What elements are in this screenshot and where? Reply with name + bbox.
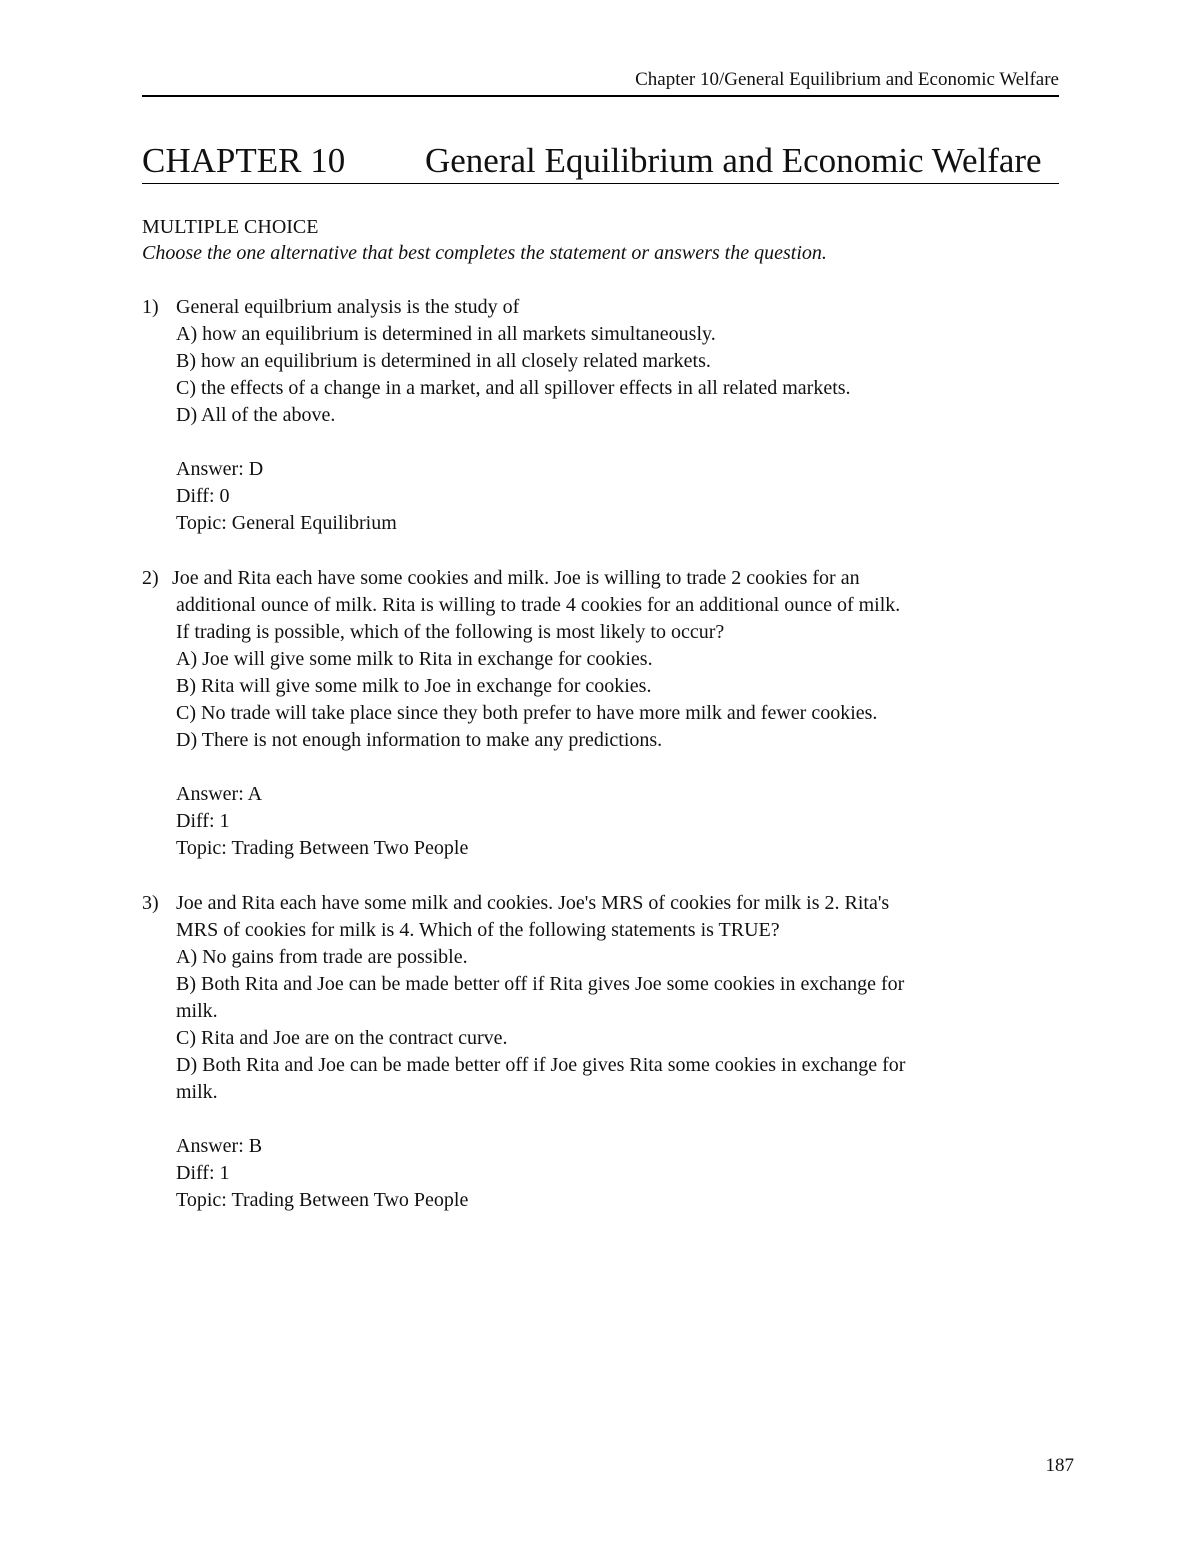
- question-stem: Joe and Rita each have some cookies and milk. Joe is willing to trade 2 cookies for an: [172, 567, 860, 589]
- answer-choice: A) how an equilibrium is determined in all markets simultaneously.: [176, 323, 716, 345]
- question-number: 1): [142, 296, 159, 318]
- answer-choice: C) No trade will take place since they both prefer to have more milk and fewer cookies.: [176, 702, 878, 724]
- question-number: 2): [142, 567, 159, 589]
- instructions: Choose the one alternative that best completes the statement or answers the question.: [142, 242, 827, 264]
- question-number: 3): [142, 892, 159, 914]
- chapter-title: [142, 140, 1042, 182]
- question-stem: additional ounce of milk. Rita is willing to trade 4 cookies for an additional ounce of milk.: [176, 594, 901, 616]
- question-stem: MRS of cookies for milk is 4. Which of the following statements is TRUE?: [176, 919, 780, 941]
- topic: Topic: General Equilibrium: [176, 512, 397, 534]
- page-number: 187: [1045, 1455, 1074, 1476]
- answer-key: Answer: A: [176, 783, 263, 805]
- answer-choice: C) Rita and Joe are on the contract curve.: [176, 1027, 508, 1049]
- answer-key: Answer: B: [176, 1135, 263, 1157]
- section-label: MULTIPLE CHOICE: [142, 216, 319, 238]
- title-rule: [142, 183, 1059, 184]
- header-rule: [142, 95, 1059, 97]
- answer-choice: B) how an equilibrium is determined in all closely related markets.: [176, 350, 711, 372]
- answer-choice: A) Joe will give some milk to Rita in exchange for cookies.: [176, 648, 653, 670]
- answer-choice: milk.: [176, 1081, 218, 1103]
- answer-choice: milk.: [176, 1000, 218, 1022]
- answer-choice: D) All of the above.: [176, 404, 336, 426]
- topic: Topic: Trading Between Two People: [176, 1189, 469, 1211]
- difficulty: Diff: 1: [176, 1162, 230, 1184]
- answer-choice: B) Rita will give some milk to Joe in exchange for cookies.: [176, 675, 652, 697]
- chapter-title-text: General Equilibrium and Economic Welfare: [425, 141, 1042, 180]
- question-stem: General equilbrium analysis is the study of: [176, 296, 520, 318]
- answer-choice: C) the effects of a change in a market, and all spillover effects in all related markets.: [176, 377, 851, 399]
- running-head: Chapter 10/General Equilibrium and Economic Welfare: [635, 69, 1059, 90]
- answer-choice: D) Both Rita and Joe can be made better off if Joe gives Rita some cookies in exchange for: [176, 1054, 906, 1076]
- answer-key: Answer: D: [176, 458, 264, 480]
- difficulty: Diff: 0: [176, 485, 230, 507]
- question-stem: Joe and Rita each have some milk and cookies. Joe's MRS of cookies for milk is 2. Rita's: [176, 892, 890, 914]
- chapter-number: CHAPTER 10: [142, 141, 346, 180]
- answer-choice: A) No gains from trade are possible.: [176, 946, 468, 968]
- answer-choice: B) Both Rita and Joe can be made better off if Rita gives Joe some cookies in exchange for: [176, 973, 905, 995]
- question-stem: If trading is possible, which of the following is most likely to occur?: [176, 621, 725, 643]
- difficulty: Diff: 1: [176, 810, 230, 832]
- answer-choice: D) There is not enough information to make any predictions.: [176, 729, 663, 751]
- topic: Topic: Trading Between Two People: [176, 837, 469, 859]
